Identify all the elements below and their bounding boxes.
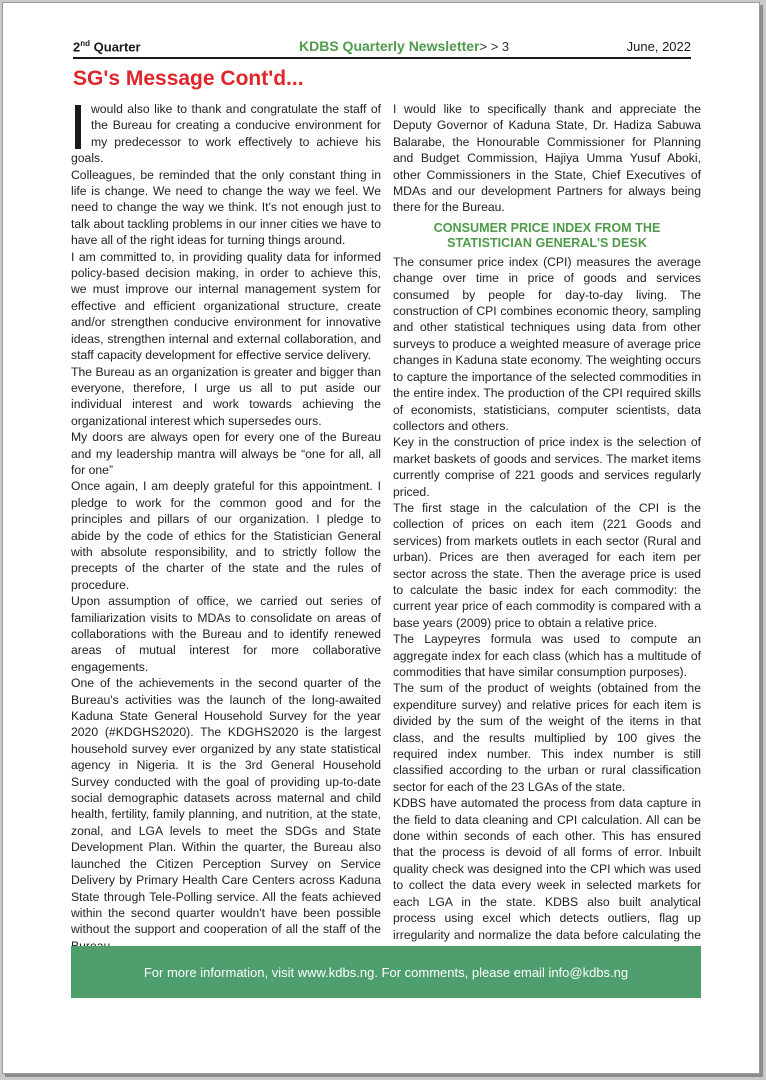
paragraph: My doors are always open for every one of the Bureau and my leadership mantra will always be “one for all, all for one” bbox=[71, 430, 381, 477]
section-heading: CONSUMER PRICE INDEX FROM THE STATISTICIAN GENERAL'S DESK bbox=[433, 220, 661, 250]
paragraph: The consumer price index (CPI) measures the average change over time in price of goods and services consumed by people for day-to-day living. The construction of CPI combines economic theory, sampling and other statistical techniques using data from other surveys to produce a weighted measure of average price changes in Kaduna state economy. The weighting occurs to capture the importance of the selected commodities in the entire index. The production of the CPI required skills of economists, statisticians, computer scientists, data collectors and others. bbox=[393, 254, 701, 433]
paragraph: I would like to specifically thank and appreciate the Deputy Governor of Kaduna State, Dr. Hadiza Sabuwa Balarabe, the Honourable Commissioner for Planning and Budget Commission, Hajiya Umma Yusuf Aboki, other Commissioners in the State, Chief Executives of MDAs and our development Partners for always being there for the Bureau. bbox=[393, 102, 701, 215]
newsletter-name: KDBS Quarterly Newsletter> > 3 bbox=[299, 38, 510, 54]
footer-banner bbox=[71, 946, 701, 998]
paragraph: The Bureau as an organization is greater and bigger than everyone, therefore, I urge us all to put aside our individual interest and work towards achieving the organizational interest which supersedes ours. bbox=[71, 364, 381, 428]
paragraph: The first stage in the calculation of the CPI is the collection of prices on each item (221 Goods and services) from markets outlets in each sector (Rural and urban). Prices are then averaged for each item per sector across the state. Then the average price is used to calculate the basic index for each commodity: the current year price of each commodity is compared with a base years (2009) price to obtain a relative price. bbox=[393, 500, 701, 630]
quarter-label: 2nd Quarter bbox=[73, 39, 141, 55]
paragraph: Key in the construction of price index is the selection of market baskets of goods and services. The market items currently comprise of 221 goods and services regularly priced. bbox=[393, 435, 701, 499]
page-header bbox=[73, 37, 691, 57]
newsletter-page bbox=[2, 2, 760, 1074]
paragraph: The sum of the product of weights (obtained from the expenditure survey) and relative prices for each item is divided by the sum of the weight of the items in that class, and the results multiplied by 100 gives the required index number. This index number is still classified according to the urban or rural classification sector for each of the 23 LGAs of the state. bbox=[393, 681, 701, 794]
paragraph: Colleagues, be reminded that the only constant thing in life is change. We need to change the way we feel. We need to change the way we think. It's not enough just to talk about tackling problems in our inner cities we have to have all of the right ideas for turning things around. bbox=[71, 167, 381, 248]
page-title: SG's Message Cont'd... bbox=[73, 67, 304, 90]
paragraph: Once again, I am deeply grateful for this appointment. I pledge to work for the common good and for the principles and pillars of our organization. I pledge to abide by the code of ethics for the Statistician General with absolute responsibility, and to strictly follow the precepts of the charter of the state and the rules of procedure. bbox=[71, 479, 381, 592]
right-column bbox=[393, 101, 701, 959]
paragraph: Upon assumption of office, we carried out series of familiarization visits to MDAs to consolidate on areas of collaborations with the Bureau and to identify renewed areas of mutual interest for more collaborative engagements. bbox=[71, 594, 381, 674]
left-column bbox=[71, 101, 381, 954]
paragraph: would also like to thank and congratulate the staff of the Bureau for creating a conducive environment for my predecessor to work effectively to achieve his goals. bbox=[71, 102, 381, 166]
paragraph: I am committed to, in providing quality data for informed policy-based decision making, in order to achieve this, we must improve our internal management system for effective and efficient organizational structure, create and/or strengthen conducive environment for innovative ideas, strengthen internal and external collaboration, and staff capacity development for effective service delivery. bbox=[71, 249, 381, 363]
paragraph: The Laypeyres formula was used to compute an aggregate index for each class (which has a multitude of commodities that have similar consumption purposes). bbox=[393, 632, 701, 679]
paragraph: One of the achievements in the second quarter of the Bureau's activities was the launch of the long-awaited Kaduna State General Household Survey for the year 2020 (#KDGHS2020). The KDGHS2020 is the largest household survey ever organized by any state statistical agency in Nigeria. It is the 3rd General Household Survey conducted with the goal of providing up-to-date social demographic datasets across maternal and child health, fertility, family planning, and nutrition, at the state, zonal, and LGA levels to meet the SDGs and State Development Plan. Within the quarter, the Bureau also launched the Citizen Perception Survey on Service Delivery by Primary Health Care Centers across Kaduna State through Tele-Polling service. All the feats achieved within the second quarter wouldn't have been possible without the support and cooperation of all the staff of the bbox=[71, 676, 381, 937]
paragraph: KDBS have automated the process from data capture in the field to data cleaning and CPI calculation. All can be done within seconds of each other. This has ensured that the process is devoid of all forms of error. Inbuilt quality check was designed into the CPI which was used to collect the data every week in selected markets for each LGA in the state. KDBS also built analytical process using excel which detects outliers, flag up irregularity and normalize the data before calculating the bbox=[393, 796, 701, 942]
header-divider bbox=[73, 57, 691, 59]
page-number: > > 3 bbox=[479, 39, 510, 54]
footer-text: For more information, visit www.kdbs.ng. For comments, please email info@kdbs.ng bbox=[143, 964, 629, 980]
issue-date: June, 2022 bbox=[626, 39, 691, 54]
drop-cap-i bbox=[75, 105, 81, 149]
